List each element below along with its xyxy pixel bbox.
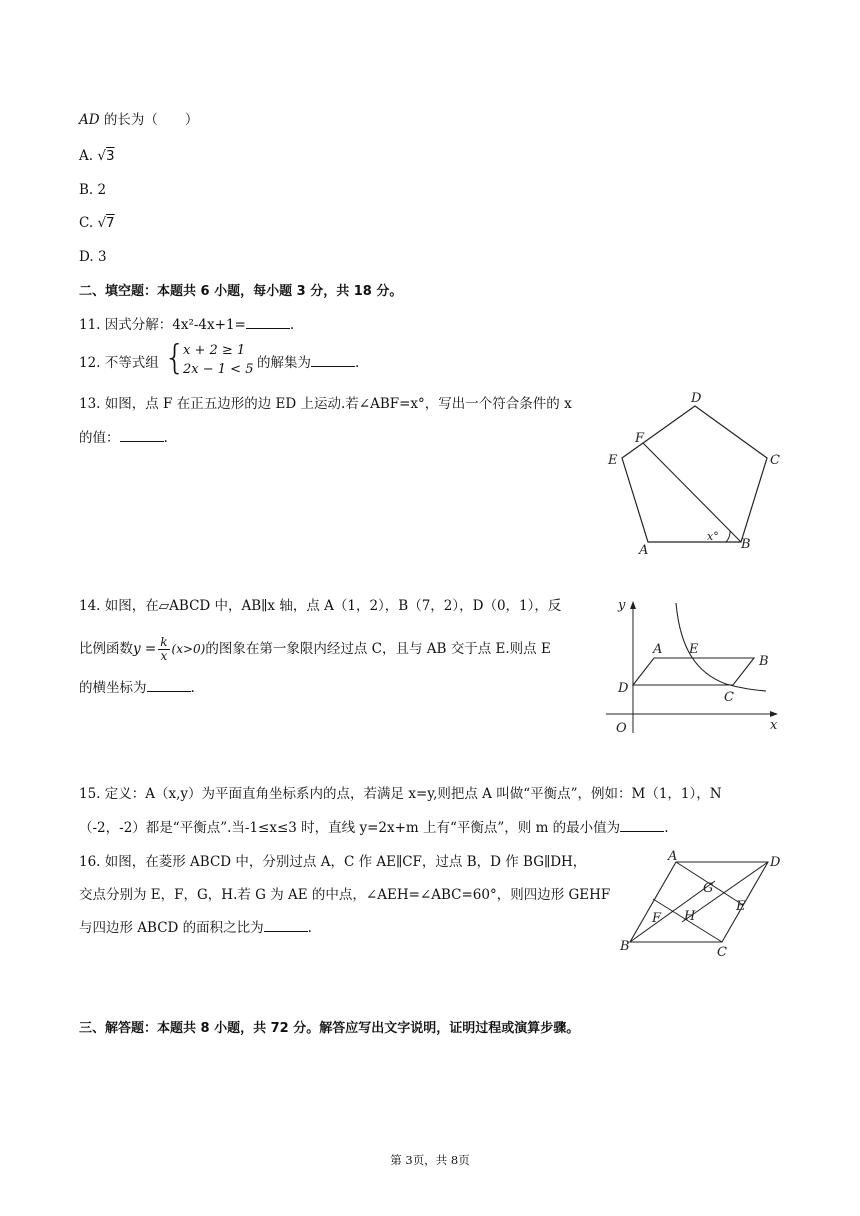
label-e: E [608,453,618,468]
section2-heading: 二、填空题：本题共 6 小题，每小题 3 分，共 18 分。 [79,284,403,299]
q12-suffix: 的解集为 . [257,355,360,371]
label-f: F [652,911,662,926]
label-x: x [770,718,778,733]
q11-answer-blank [246,316,290,329]
q12-answer-blank [311,354,355,367]
q10-option-b: B. 2 [79,182,107,198]
label-e: E [689,642,699,657]
q13-line1: 13. 如图，点 F 在正五边形的边 ED 上运动.若∠ABF=x°，写出一个符合条件的 x [79,396,572,412]
q13-line2: 的值： . [79,430,168,446]
label-c: C [717,945,727,960]
label-a: A [668,850,678,864]
q12-prefix: 12. 不等式组 [79,355,159,371]
angle-arc [726,531,730,542]
q16-rhombus-figure [618,850,788,960]
label-e: E [736,899,746,914]
label-f: F [635,431,645,446]
label-b: B [759,654,769,669]
label-d: D [618,681,629,696]
q16-line3: 与四边形 ABCD 的面积之比为 . [79,920,312,936]
label-y: y [618,598,626,613]
q12-brace: { [164,338,186,378]
q14-line3: 的横坐标为 . [79,680,195,696]
label-x-angle: x° [707,530,719,543]
q10-option-d: D. 3 [79,249,107,265]
x-axis-arrow [770,711,778,717]
q14-fraction: $\frac{k}{x}$ [160,635,168,663]
label-c: C [724,690,734,705]
q11-text: 11. 因式分解：4x²-4x+1= . [79,317,295,333]
label-o: O [616,721,627,736]
y-axis-arrow [630,601,636,609]
label-d: D [691,391,702,406]
q12-inequality-1: x + 2 ≥ 1 [183,343,246,358]
label-c: C [770,453,780,468]
q13-pentagon-figure [605,388,790,556]
q10-option-c: C. √7 [79,215,115,231]
q14-line1: 14. 如图，在▱ABCD 中，AB∥x 轴，点 A（1，2），B（7，2），D（0，1），反 [79,598,562,614]
segment-bf [643,443,741,542]
label-h: H [684,909,696,924]
q12-inequality-2: 2x − 1 < 5 [183,362,254,377]
pentagon-outline [622,406,767,542]
rhombus-abcd [630,862,768,942]
q10-option-a: A. √3 [79,148,115,164]
label-b: B [741,537,751,552]
section3-heading: 三、解答题：本题共 8 小题，共 72 分。解答应写出文字说明，证明过程或演算步骤。 [79,1021,580,1036]
q14-line2: 比例函数y = $\frac{k}{x}$ (x>0)的图象在第一象限内经过点 C，且与 AB 交于点 E.则点 E [79,635,551,663]
parallelogram-abcd [633,658,754,685]
q16-line2: 交点分别为 E，F，G，H.若 G 为 AE 的中点，∠AEH=∠ABC=60°，则四边形 GEHF [79,887,611,903]
page-footer: 第 3页，共 8页 [390,1153,470,1167]
q14-answer-blank [147,679,191,692]
label-a: A [639,543,649,556]
label-a: A [653,642,663,657]
q14-coordinate-figure [598,593,788,741]
q10-stem-tail: AD 的长为（ ） [79,112,199,128]
q13-answer-blank [120,429,164,442]
label-b: B [620,939,630,954]
label-d: D [770,855,781,870]
q15-answer-blank [620,819,664,832]
q15-line2: （-2，-2）都是“平衡点”.当-1≤x≤3 时，直线 y=2x+m 上有“平衡点”，则 m 的最小值为 . [79,820,669,836]
q16-answer-blank [264,919,308,932]
q16-line1: 16. 如图，在菱形 ABCD 中，分别过点 A，C 作 AE∥CF，过点 B，D 作 BG∥DH， [79,854,587,870]
label-g: G [703,881,714,896]
q15-line1: 15. 定义：A（x,y）为平面直角坐标系内的点，若满足 x=y,则把点 A 叫做“平衡点”，例如：M（1，1），N [79,786,722,802]
